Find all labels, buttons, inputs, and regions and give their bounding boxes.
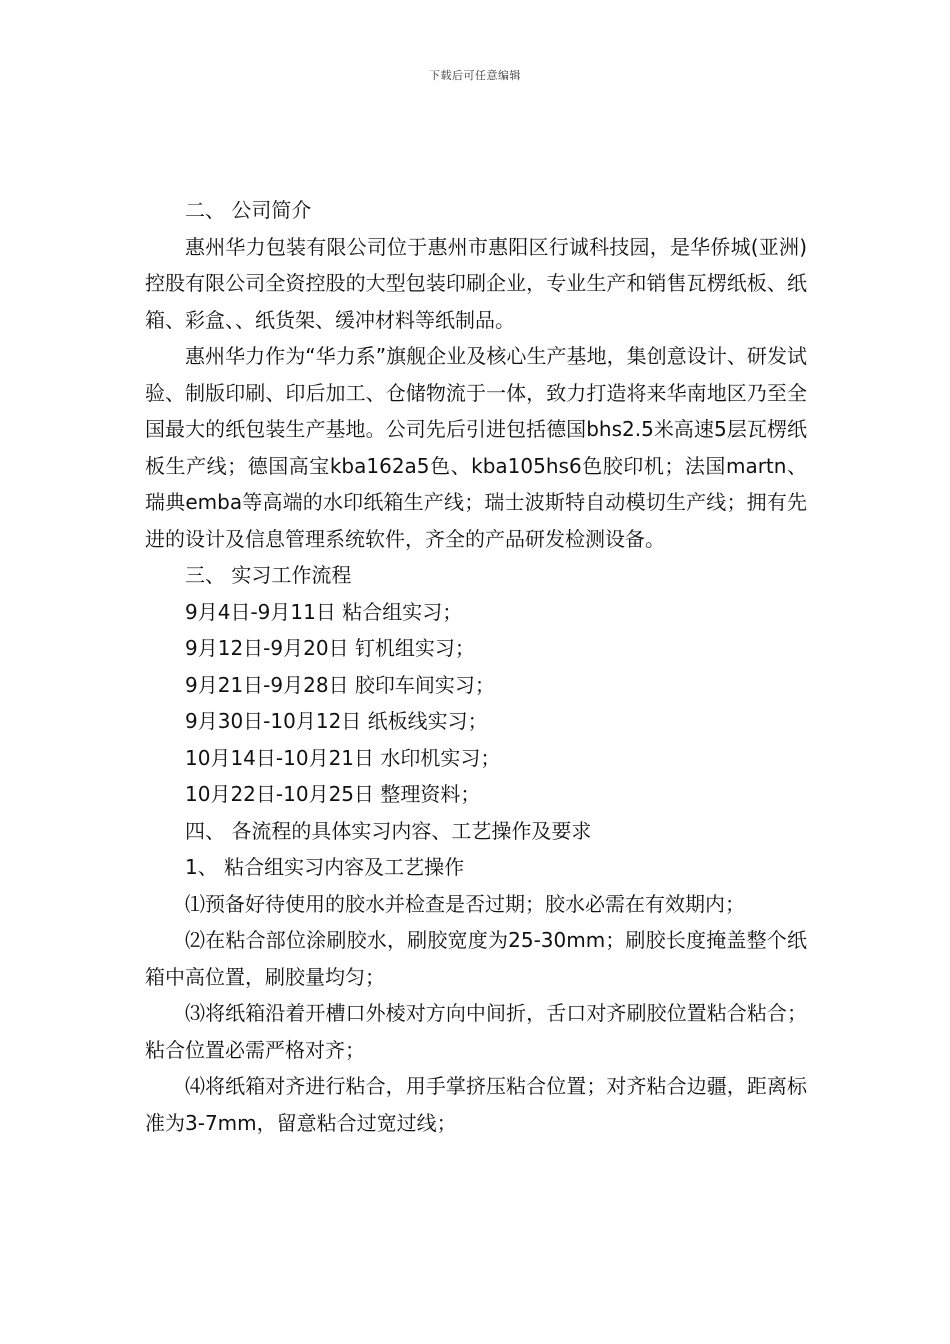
schedule-item: 10月22日-10月25日 整理资料； bbox=[185, 782, 481, 806]
section-heading-company-intro: 二、 公司简介 bbox=[185, 198, 312, 222]
step-item: ⑷将纸箱对齐进行粘合，用手掌挤压粘合位置；对齐粘合边疆，距离标准为3-7mm，留意粘合过宽过线； bbox=[145, 1074, 807, 1135]
step-item: ⑶将纸箱沿着开槽口外棱对方向中间折，舌口对齐刷胶位置粘合粘合；粘合位置必需严格对齐； bbox=[145, 1001, 807, 1062]
schedule-item: 9月4日-9月11日 粘合组实习； bbox=[185, 599, 463, 624]
section-heading-process-details: 四、 各流程的具体实习内容、工艺操作及要求 bbox=[185, 818, 592, 843]
step-item: ⑵在粘合部位涂刷胶水，刷胶宽度为25-30mm；刷胶长度掩盖整个纸箱中高位置，刷胶量均匀； bbox=[145, 928, 807, 989]
subsection-heading-bonding: 1、 粘合组实习内容及工艺操作 bbox=[185, 855, 465, 879]
schedule-item: 9月12日-9月20日 钉机组实习； bbox=[185, 636, 475, 660]
page-header: 下载后可任意编辑 bbox=[429, 69, 521, 82]
document-body bbox=[145, 192, 807, 1141]
schedule-item: 9月30日-10月12日 纸板线实习； bbox=[185, 709, 488, 733]
schedule-item: 9月21日-9月28日 胶印车间实习； bbox=[185, 672, 495, 697]
schedule-item: 10月14日-10月21日 水印机实习； bbox=[185, 745, 501, 770]
section-heading-workflow: 三、 实习工作流程 bbox=[185, 563, 352, 587]
step-item: ⑴预备好待使用的胶水并检查是否过期；胶水必需在有效期内； bbox=[185, 891, 745, 916]
paragraph-company-intro-2: 惠州华力作为“华力系”旗舰企业及核心生产基地，集创意设计、研发试验、制版印刷、印后加工、仓储物流于一体，致力打造将来华南地区乃至全国最大的纸包装生产基地。公司先后引进包括德国bhs2.5米高速5层瓦楞纸板生产线；德国高宝kba162a5色、kba105hs6色胶印机；法国martn、瑞典emba等高端的水印纸箱生产线；瑞士波斯特自动模切生产线；拥有先进的设计及信息管理系统软件，齐全的产品研发检测设备。 bbox=[145, 344, 807, 551]
paragraph-company-intro-1: 惠州华力包装有限公司位于惠州市惠阳区行诚科技园，是华侨城(亚洲)控股有限公司全资控股的大型包装印刷企业，专业生产和销售瓦楞纸板、纸箱、彩盒、、纸货架、缓冲材料等纸制品。 bbox=[145, 234, 807, 332]
